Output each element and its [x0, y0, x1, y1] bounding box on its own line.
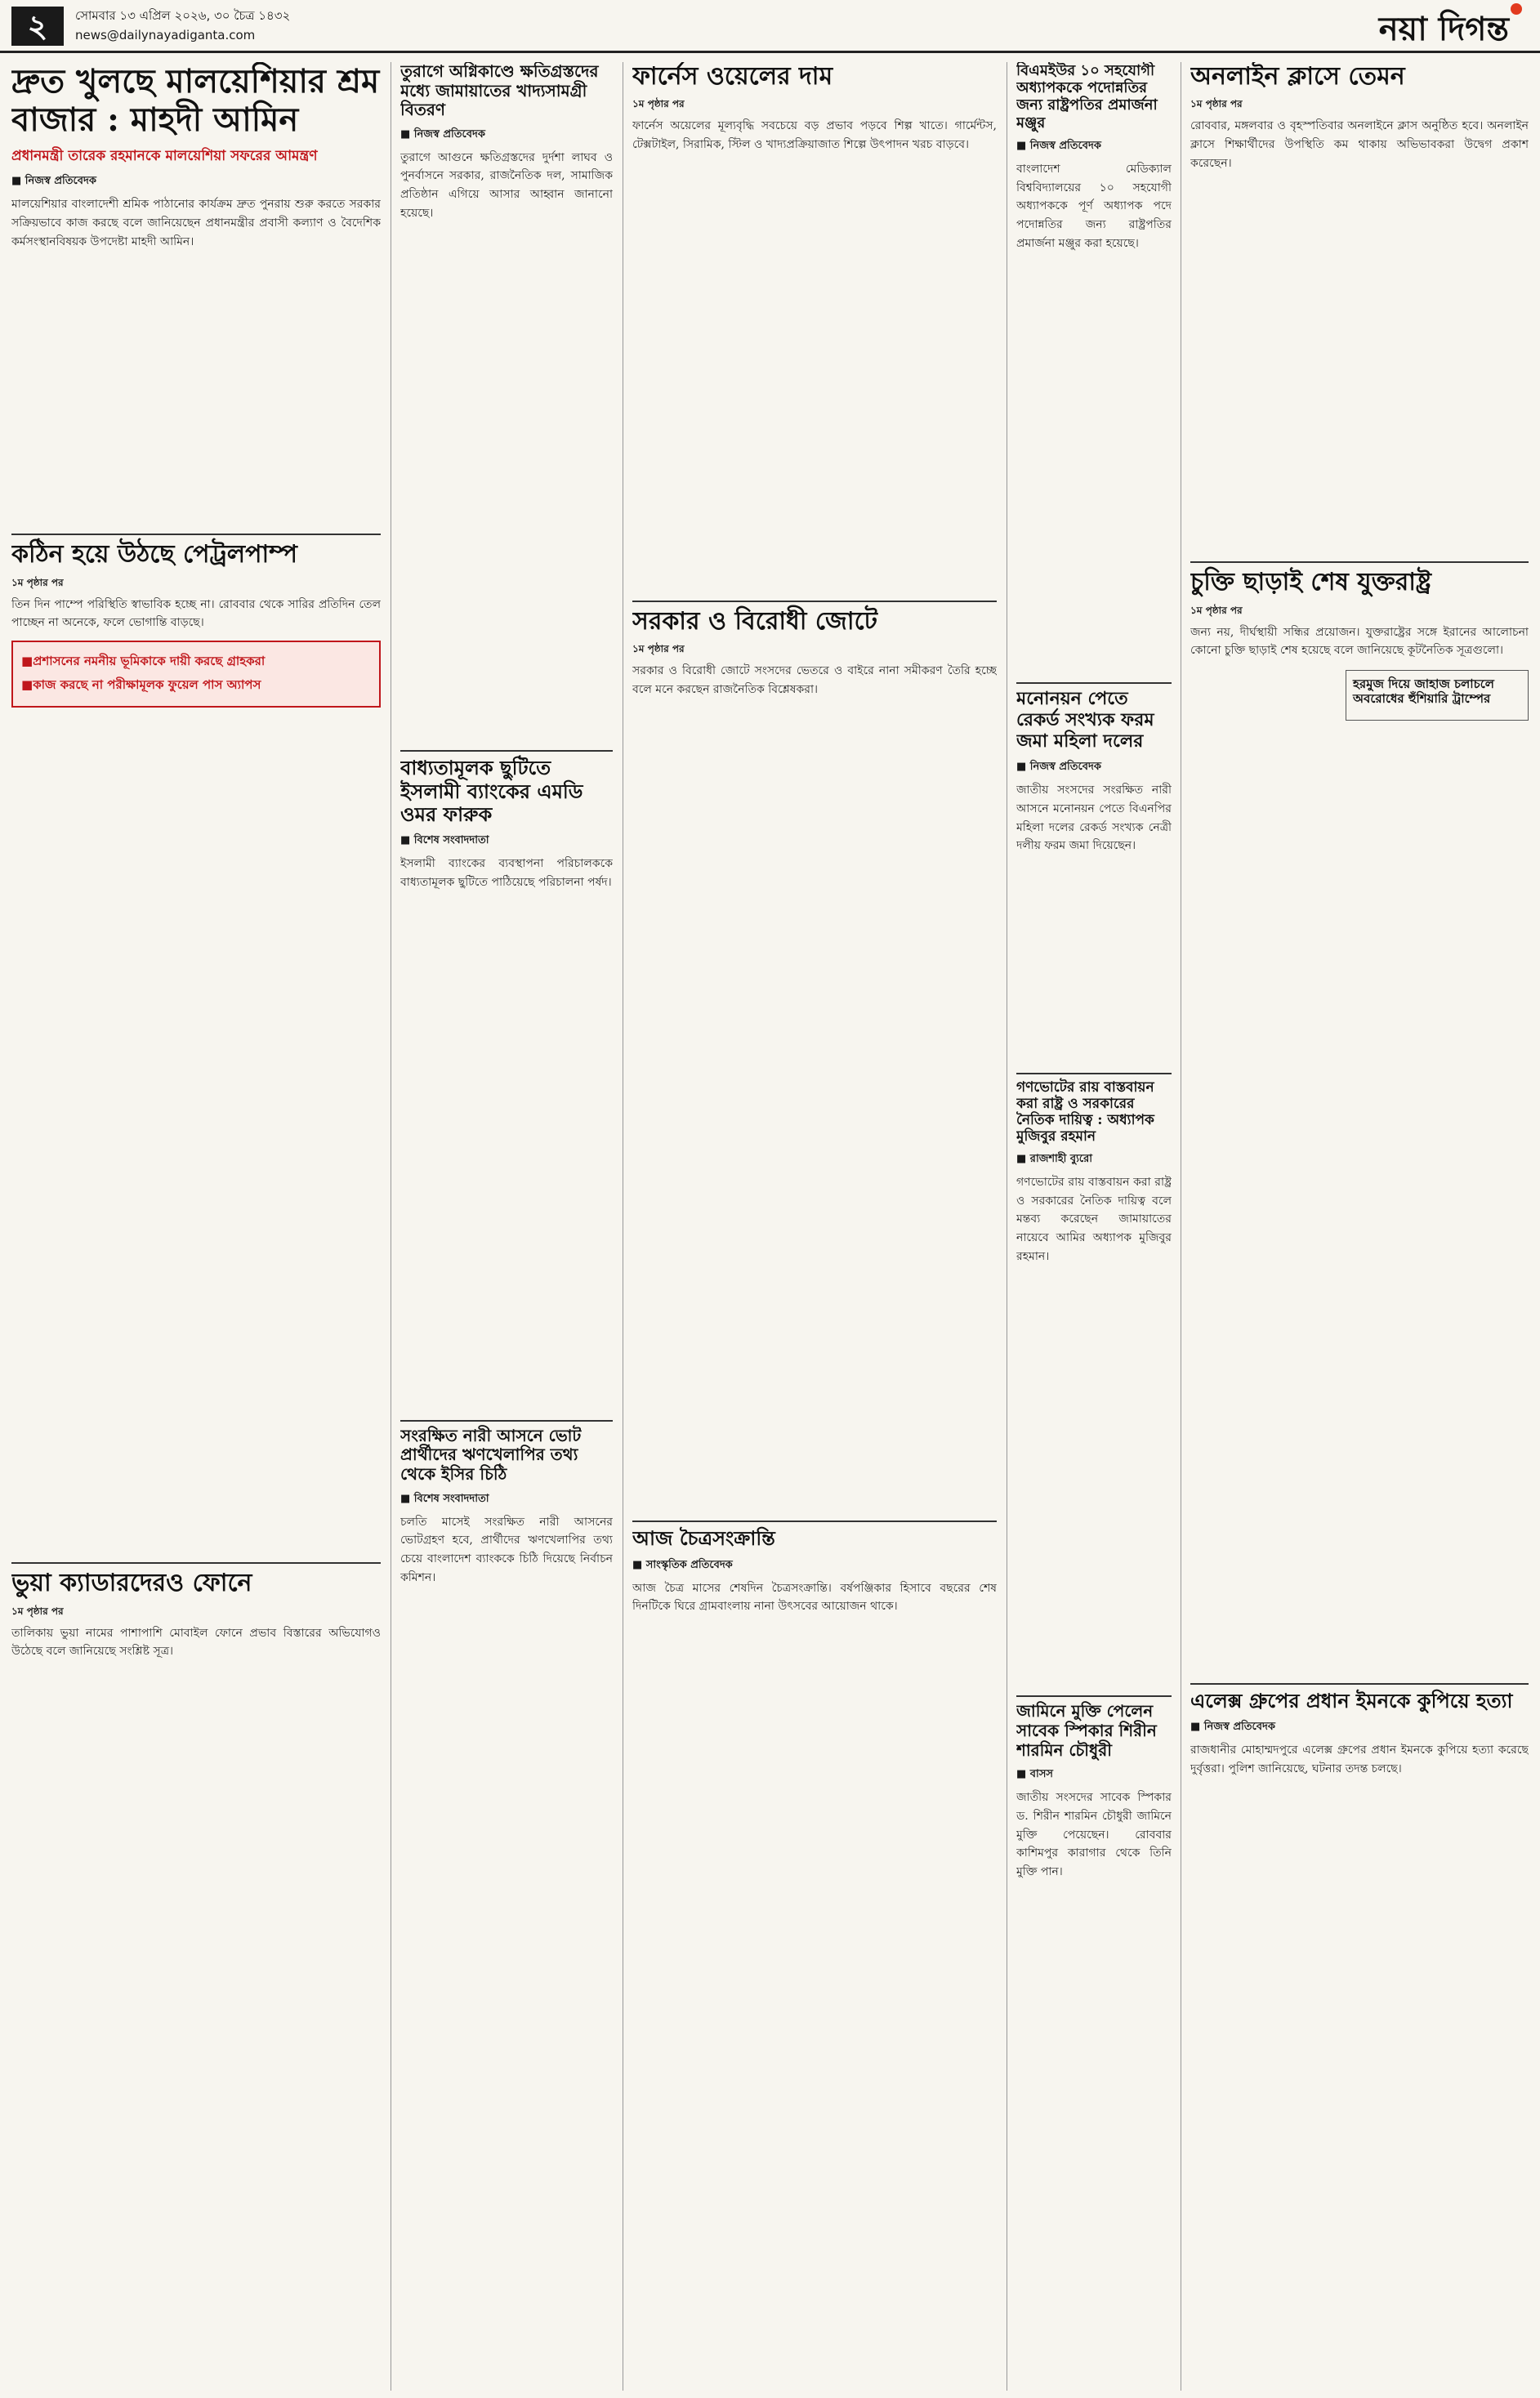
- article-gonovote[interactable]: [1016, 1079, 1172, 1691]
- article-body: জন্য নয়, দীর্ঘস্থায়ী সন্ধির প্রয়োজন। যুক্তরাষ্ট্রের সঙ্গে ইরানের আলোচনা কোনো চুক্তি ছাড়াই শেষ হয়েছে বলে জানিয়েছে কূটনৈতিক সূত্রগুলো।: [1190, 625, 1529, 658]
- headline-malaysia: দ্রুত খুলছে মালয়েশিয়ার শ্রম বাজার : মাহদী আমিন: [11, 62, 380, 140]
- headline-turag: তুরাগে অগ্নিকাণ্ডে ক্ষতিগ্রস্তদের মধ্যে জামায়াতের খাদ্যসামগ্রী বিতরণ: [400, 62, 599, 120]
- continued-label: ১ম পৃষ্ঠার পর: [1190, 98, 1243, 110]
- pull-quote-box: [11, 641, 381, 708]
- article-body: ফার্নেস অয়েলের মূল্যবৃদ্ধি সবচেয়ে বড় প্রভাব পড়বে শিল্প খাতে। গার্মেন্টস, টেক্সটাইল, সিরামিক, স্টিল ও খাদ্যপ্রক্রিয়াজাত শিল্পে উৎপাদন খরচ বাড়বে।: [632, 119, 997, 152]
- sidebar-box[interactable]: [1346, 670, 1529, 720]
- byline: ■ বিশেষ সংবাদদাতা: [400, 1492, 489, 1505]
- headline-nari: সংরক্ষিত নারী আসনে ভোট প্রার্থীদের ঋণখেলাপির তথ্য থেকে ইসির চিঠি: [400, 1425, 582, 1484]
- column-second: [400, 62, 613, 2391]
- section-divider: [400, 750, 613, 752]
- headline-islami-bank: বাধ্যতামূলক ছুটিতে ইসলামী ব্যাংকের এমডি ওমর ফারুক: [400, 756, 583, 827]
- article-online[interactable]: [1190, 62, 1529, 556]
- article-islami-bank[interactable]: [400, 757, 613, 1414]
- headline-bhuya: ভুয়া ক্যাডারদেরও ফোনে: [11, 1569, 252, 1598]
- article-body: তালিকায় ভুয়া নামের পাশাপাশি মোবাইল ফোনে প্রভাব বিস্তারের অভিযোগও উঠেছে বলে জানিয়েছে সংশ্লিষ্ট সূত্র।: [11, 1626, 381, 1659]
- continued-label: ১ম পৃষ্ঠার পর: [11, 1605, 64, 1617]
- article-body: মালয়েশিয়ার বাংলাদেশী শ্রমিক পাঠানোর কার্যক্রম দ্রুত পুনরায় শুরু করতে সরকার সক্রিয়ভাবে কাজ করছে বলে জানিয়েছেন প্রধানমন্ত্রীর প্রবাসী কল্যাণ ও বৈদেশিক কর্মসংস্থানবিষয়ক উপদেষ্টা মাহদী আমিন।: [11, 198, 381, 248]
- headline-chaitra: আজ চৈত্রসংক্রান্তি: [632, 1526, 775, 1551]
- sun-logo-icon: [1511, 3, 1522, 15]
- article-body: গণভোটের রায় বাস্তবায়ন করা রাষ্ট্র ও সরকারের নৈতিক দায়িত্ব বলে মন্তব্য করেছেন জামায়াতের নায়েবে আমির অধ্যাপক মুজিবুর রহমান।: [1016, 1176, 1172, 1263]
- headline-petrol: কঠিন হয়ে উঠছে পেট্রলপাম্প: [11, 540, 297, 569]
- article-furnace[interactable]: [632, 62, 997, 596]
- email-link[interactable]: news@dailynayadiganta.com: [75, 28, 256, 42]
- column-center: [632, 62, 997, 2391]
- byline: ■ নিজস্ব প্রতিবেদক: [11, 175, 96, 188]
- article-body: চলতি মাসেই সংরক্ষিত নারী আসনের ভোটগ্রহণ হবে, প্রার্থীদের ঋণখেলাপির তথ্য চেয়ে বাংলাদেশ ব্যাংককে চিঠি দিয়েছে নির্বাচন কমিশন।: [400, 1515, 613, 1584]
- article-body: জাতীয় সংসদের সাবেক স্পিকার ড. শিরীন শারমিন চৌধুরী জামিনে মুক্তি পেয়েছেন। রোববার কাশিমপুর কারাগার থেকে তিনি মুক্তি পান।: [1016, 1791, 1172, 1878]
- byline: ■ নিজস্ব প্রতিবেদক: [400, 127, 485, 141]
- article-alex[interactable]: [1190, 1690, 1529, 1779]
- article-mahila[interactable]: [1016, 689, 1172, 1068]
- continued-label: ১ম পৃষ্ঠার পর: [632, 643, 685, 655]
- headline-mahila: মনোনয়ন পেতে রেকর্ড সংখ্যক ফরম জমা মহিলা দলের: [1016, 688, 1154, 752]
- section-divider: [1190, 1683, 1529, 1685]
- article-chaitra[interactable]: [632, 1527, 997, 1616]
- pull-quote: ■ প্রশাসনের নমনীয় ভূমিকাকে দায়ী করছে গ্রাহকরা: [21, 652, 371, 672]
- headline-alex: এলেক্স গ্রুপের প্রধান ইমনকে কুপিয়ে হত্যা: [1190, 1688, 1513, 1713]
- headline-gonovote: গণভোটের রায় বাস্তবায়ন করা রাষ্ট্র ও সরকারের নৈতিক দায়িত্ব : অধ্যাপক মুজিবুর রহমান: [1016, 1078, 1154, 1145]
- article-petrol[interactable]: [11, 540, 381, 1557]
- section-divider: [11, 534, 381, 535]
- article-body: রোববার, মঙ্গলবার ও বৃহস্পতিবার অনলাইনে ক্লাস অনুষ্ঠিত হবে। অনলাইন ক্লাসে শিক্ষার্থীদের উপস্থিতি কম থাকায় অভিভাবকরা উদ্বেগ প্রকাশ করেছেন।: [1190, 119, 1529, 170]
- section-divider: [1016, 682, 1172, 684]
- article-body: জাতীয় সংসদের সংরক্ষিত নারী আসনে মনোনয়ন পেতে বিএনপির মহিলা দলের রেকর্ড সংখ্যক নেত্রী দলীয় ফরম জমা দিয়েছেন।: [1016, 784, 1172, 853]
- headline-jote: সরকার ও বিরোধী জোটে: [632, 606, 877, 636]
- subhead-malaysia: প্রধানমন্ত্রী তারেক রহমানকে মালয়েশিয়া সফরের আমন্ত্রণ: [11, 148, 318, 165]
- article-body: রাজধানীর মোহাম্মদপুরে এলেক্স গ্রুপের প্রধান ইমনকে কুপিয়ে হত্যা করেছে দুর্বৃত্তরা। পুলিশ জানিয়েছে, ঘটনার তদন্ত চলছে।: [1190, 1743, 1529, 1775]
- article-chukti[interactable]: [1190, 568, 1529, 1677]
- page-number: ২: [11, 7, 64, 46]
- headline-bimist: বিএমইউর ১০ সহযোগী অধ্যাপককে পদোন্নতির জন্য রাষ্ট্রপতির প্রমার্জনা মঞ্জুর: [1016, 62, 1158, 132]
- byline: ■ বাসস: [1016, 1768, 1053, 1781]
- byline: ■ নিজস্ব প্রতিবেদক: [1016, 761, 1101, 774]
- byline: ■ সাংস্কৃতিক প্রতিবেদক: [632, 1558, 733, 1571]
- headline-chukti: চুক্তি ছাড়াই শেষ যুক্তরাষ্ট্র: [1190, 568, 1432, 597]
- article-body: তুরাগে আগুনে ক্ষতিগ্রস্তদের দুর্দশা লাঘব ও পুনর্বাসনে সরকার, রাজনৈতিক দল, সামাজিক প্রতিষ্ঠান এগিয়ে আসার আহ্বান জানানো হয়েছে।: [400, 150, 613, 220]
- article-jote[interactable]: [632, 607, 997, 1516]
- masthead: [0, 0, 1540, 53]
- article-bimist[interactable]: [1016, 62, 1172, 677]
- article-body: সরকার ও বিরোধী জোটে সংসদের ভেতরে ও বাইরে নানা সমীকরণ তৈরি হচ্ছে বলে মনে করছেন রাজনৈতিক বিশ্লেষকরা।: [632, 664, 997, 696]
- article-turag[interactable]: [400, 62, 613, 745]
- byline: ■ বিশেষ সংবাদদাতা: [400, 834, 489, 847]
- article-malaysia[interactable]: [11, 62, 381, 529]
- pull-quote: ■ কাজ করছে না পরীক্ষামূলক ফুয়েল পাস অ্যাপস: [21, 676, 371, 696]
- article-body: আজ চৈত্র মাসের শেষদিন চৈত্রসংক্রান্তি। বর্ষপঞ্জিকার হিসাবে বছরের শেষ দিনটিকে ঘিরে গ্রামবাংলায় নানা উৎসবের আয়োজন থাকে।: [632, 1581, 997, 1614]
- article-body: বাংলাদেশ মেডিক্যাল বিশ্ববিদ্যালয়ের ১০ সহযোগী অধ্যাপককে পূর্ণ অধ্যাপক পদে পদোন্নতির জন্য রাষ্ট্রপতির প্রমার্জনা মঞ্জুর করা হয়েছে।: [1016, 162, 1172, 250]
- article-nari[interactable]: [400, 1427, 613, 1587]
- headline-online: অনলাইন ক্লাসে তেমন: [1190, 62, 1405, 91]
- section-divider: [1190, 561, 1529, 563]
- section-divider: [1016, 1695, 1172, 1697]
- continued-label: ১ম পৃষ্ঠার পর: [632, 98, 685, 110]
- article-jamin[interactable]: [1016, 1702, 1172, 1881]
- byline: ■ রাজশাহী ব্যুরো: [1016, 1153, 1093, 1166]
- section-divider: [400, 1420, 613, 1422]
- byline: ■ নিজস্ব প্রতিবেদক: [1016, 139, 1101, 152]
- byline: ■ নিজস্ব প্রতিবেদক: [1190, 1720, 1275, 1733]
- article-body: তিন দিন পাম্পে পরিস্থিতি স্বাভাবিক হচ্ছে না। রোববার থেকে সারির প্রতিদিন তেল পাচ্ছেন না অনেকে, ফলে ভোগান্তি বাড়ছে।: [11, 597, 381, 630]
- section-divider: [1016, 1073, 1172, 1074]
- newspaper-logo: নয়া দিগন্ত: [1379, 3, 1522, 58]
- column-left: [11, 62, 381, 2391]
- continued-label: ১ম পৃষ্ঠার পর: [1190, 604, 1243, 616]
- headline-jamin: জামিনে মুক্তি পেলেন সাবেক স্পিকার শিরীন শারমিন চৌধুরী: [1016, 1701, 1157, 1760]
- column-right: [1190, 62, 1529, 2391]
- sidebar-box-title: হরমুজ দিয়ে জাহাজ চলাচলে অবরোধের হুঁশিয়ারি ট্রাম্পের: [1353, 677, 1494, 706]
- headline-furnace: ফার্নেস ওয়েলের দাম: [632, 62, 833, 91]
- section-divider: [632, 601, 997, 602]
- continued-label: ১ম পৃষ্ঠার পর: [11, 576, 64, 588]
- column-fourth: [1016, 62, 1172, 2391]
- dateline: সোমবার ১৩ এপ্রিল ২০২৬, ৩০ চৈত্র ১৪৩২: [75, 8, 291, 23]
- section-divider: [11, 1562, 381, 1564]
- article-body: ইসলামী ব্যাংকের ব্যবস্থাপনা পরিচালককে বাধ্যতামূলক ছুটিতে পাঠিয়েছে পরিচালনা পর্ষদ।: [400, 857, 613, 890]
- section-divider: [632, 1521, 997, 1522]
- article-bhuya[interactable]: [11, 1569, 381, 1661]
